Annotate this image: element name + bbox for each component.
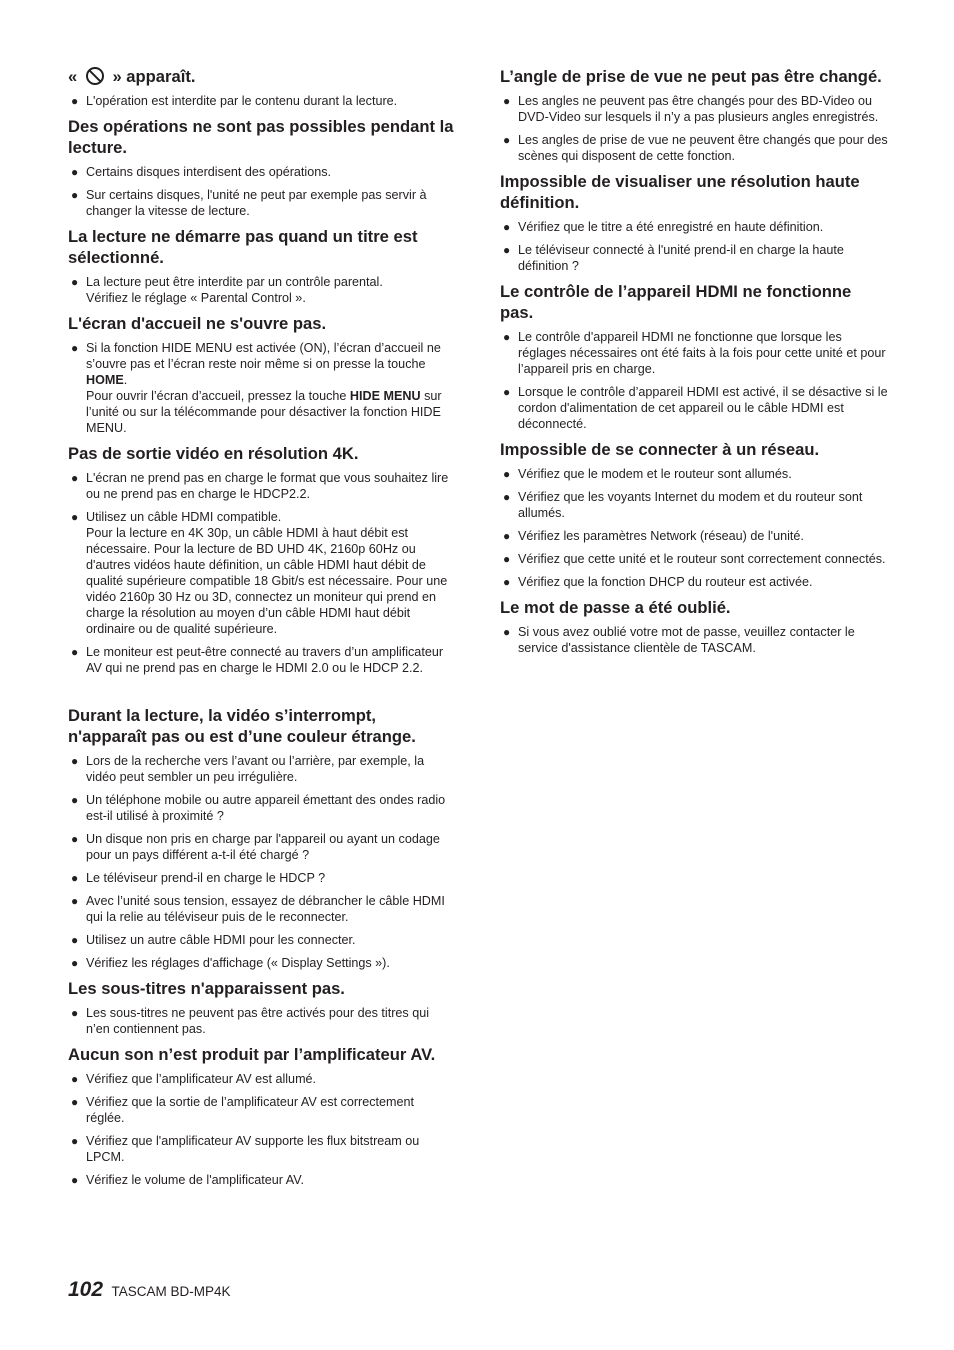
prohibited-icon [86,67,104,85]
section-heading: L'écran d'accueil ne s'ouvre pas. [68,314,327,333]
bullet-item [500,93,888,125]
bullet-list [68,1005,456,1037]
section-heading: Des opérations ne sont pas possibles pendant la lecture. [68,117,454,157]
bullet-text: ● Vérifiez que l'amplificateur AV supporte les flux bitstream ou LPCM. [86,1134,420,1164]
bullet-text: ● Vérifiez que cette unité et le routeur sont correctement connectés. [518,552,886,566]
bullet-item [500,528,888,544]
right-column [500,66,888,663]
bullet-text: ● Un téléphone mobile ou autre appareil émettant des ondes radio est-il utilisé à proximité ? [86,793,446,823]
bullet-text: ● Vérifiez que la sortie de l’amplificateur AV est correctement réglée. [86,1095,415,1125]
bullet-text: ● Lorsque le contrôle d’appareil HDMI est activé, il se désactive si le cordon d'alimentation de cet appareil ou le câble HDMI est déconnecté. [518,385,888,431]
bullet-item [68,1094,456,1126]
bullet-text: ● Vérifiez que la fonction DHCP du routeur est activée. [518,575,813,589]
bullet-text: ● Les angles de prise de vue ne peuvent être changés que pour des scènes qui disposent de cette fonction. [518,133,888,163]
section-heading: Impossible de se connecter à un réseau. [500,440,820,459]
bullet-text: ● Le téléviseur prend-il en charge le HDCP ? [86,871,326,885]
bullet-text: ● Vérifiez que le titre a été enregistré en haute définition. [518,220,824,234]
section-heading: L’angle de prise de vue ne peut pas être changé. [500,67,882,86]
bullet-text: ● Utilisez un câble HDMI compatible. [86,510,282,524]
bullet-item [68,1071,456,1087]
bullet-text: ● Lors de la recherche vers l’avant ou l’arrière, par exemple, la vidéo peut sembler un peu irrégulière. [86,754,425,784]
bullet-text: ● Vérifiez que l’amplificateur AV est allumé. [86,1072,317,1086]
bullet-item [500,242,888,274]
section-left-1 [68,66,456,109]
bullet-text: ● Vérifiez les réglages d'affichage (« Display Settings »). [86,956,390,970]
section-heading: Durant la lecture, la vidéo s’interrompt, n'apparaît pas ou est d’une couleur étrange. [68,706,416,746]
bullet-item [500,574,888,590]
bullet-text: ● L'opération est interdite par le contenu durant la lecture. [86,94,398,108]
bullet-item [68,831,456,863]
bullet-item [68,753,456,785]
section-left-4 [68,313,456,436]
bullet-item [500,551,888,567]
bullet-item [500,132,888,164]
bullet-list [68,93,456,109]
bullet-item [500,219,888,235]
bullet-list [68,164,456,219]
section-heading: Impossible de visualiser une résolution haute définition. [500,172,860,212]
bullet-list [68,274,456,306]
section-left-7 [68,978,456,1037]
bullet-text: ● Sur certains disques, l'unité ne peut par exemple pas servir à changer la vitesse de lecture. [86,188,427,218]
bullet-text: Pour ouvrir l’écran d’accueil, pressez la touche HIDE MENU sur l’unité ou sur la télécommande pour désactiver la fonction HIDE MENU. [86,389,442,435]
section-heading: Le contrôle de l’appareil HDMI ne fonctionne pas. [500,282,852,322]
bullet-text: ● Si la fonction HIDE MENU est activée (ON), l’écran d’accueil ne s’ouvre pas et l’écran reste noir même si on presse la touche HOME. [86,341,441,387]
page-footer [68,1278,231,1302]
bullet-item [68,187,456,219]
section-heading [68,66,456,87]
bullet-list [68,1071,456,1188]
bullet-text: Vérifiez le réglage « Parental Control ». [86,291,306,305]
section-right-1 [500,66,888,164]
heading-text-pre: « [68,67,82,86]
bullet-text: ● Avec l’unité sous tension, essayez de débrancher le câble HDMI qui la relie au téléviseur puis de le reconnecter. [86,894,445,924]
section-left-2 [68,116,456,219]
bullet-list [68,470,456,676]
bullet-list [500,93,888,164]
bullet-list [500,624,888,656]
section-left-5 [68,443,456,676]
bullet-text: ● Un disque non pris en charge par l'appareil ou ayant un codage pour un pays différent a-t-il été chargé ? [86,832,440,862]
bullet-item [68,893,456,925]
section-heading: Pas de sortie vidéo en résolution 4K. [68,444,359,463]
bullet-item [68,1005,456,1037]
bullet-item [68,870,456,886]
section-heading: Aucun son n’est produit par l’amplificateur AV. [68,1045,436,1064]
bullet-item [68,340,456,436]
bullet-list [500,219,888,274]
section-left-6 [68,705,456,971]
bullet-item [68,274,456,306]
bullet-item [500,489,888,521]
bullet-text: ● Les sous-titres ne peuvent pas être activés pour des titres qui n’en contiennent pas. [86,1006,430,1036]
bullet-text: ● La lecture peut être interdite par un contrôle parental. [86,275,383,289]
bullet-item [68,932,456,948]
bullet-item [68,955,456,971]
section-heading: La lecture ne démarre pas quand un titre est sélectionné. [68,227,418,267]
section-left-8 [68,1044,456,1188]
bullet-text: ● Utilisez un autre câble HDMI pour les connecter. [86,933,356,947]
bullet-item [68,470,456,502]
product-name: TASCAM BD-MP4K [111,1284,231,1299]
bullet-text: Pour la lecture en 4K 30p, un câble HDMI à haut débit est nécessaire. Pour la lecture de BD UHD 4K, 2160p 60Hz ou d'autres vidéos haute définition, un câble HDMI haut débit de qualité supérieure compatible 18 Gbit/s est nécessaire. Pour une vidéo 2160p 30 Hz ou 3D, connectez un moniteur qui prend en charge la résolution au moyen d’un câble HDMI haut débit ordinaire ou de qualité supérieure. [86,526,448,636]
bullet-item [68,644,456,676]
bullet-item [68,1172,456,1188]
section-right-2 [500,171,888,274]
bullet-text: ● Le téléviseur connecté à l'unité prend-il en charge la haute définition ? [518,243,844,273]
section-right-4 [500,439,888,590]
bullet-text: ● Les angles ne peuvent pas être changés pour des BD-Video ou DVD-Video sur lesquels il n’y a pas plusieurs angles enregistrés. [518,94,879,124]
bullet-list [68,753,456,971]
section-left-3 [68,226,456,306]
bullet-list [500,466,888,590]
bullet-text: ● Le contrôle d'appareil HDMI ne fonctionne que lorsque les réglages nécessaires ont été faits à la fois pour cette unité et pour l’appareil pris en charge. [518,330,886,376]
bullet-text: ● Si vous avez oublié votre mot de passe, veuillez contacter le service d'assistance clientèle de TASCAM. [518,625,855,655]
bullet-item [500,329,888,377]
bullet-text: ● Vérifiez les paramètres Network (réseau) de l'unité. [518,529,804,543]
bullet-list [500,329,888,432]
section-right-3 [500,281,888,432]
bullet-item [500,624,888,656]
section-right-5 [500,597,888,656]
bullet-item [68,1133,456,1165]
bullet-text: ● Certains disques interdisent des opérations. [86,165,332,179]
section-heading: Le mot de passe a été oublié. [500,598,731,617]
bullet-item [500,466,888,482]
bullet-item [68,164,456,180]
bullet-item [68,93,456,109]
heading-text-post: » apparaît. [107,67,196,86]
page-number: 102 [68,1278,104,1301]
bullet-text: ● Le moniteur est peut-être connecté au travers d’un amplificateur AV qui ne prend pas en charge le HDMI 2.0 ou le HDCP 2.2. [86,645,444,675]
bullet-text: ● Vérifiez que les voyants Internet du modem et du routeur sont allumés. [518,490,863,520]
bullet-text: ● Vérifiez le volume de l'amplificateur AV. [86,1173,305,1187]
left-column [68,66,456,1195]
bullet-item [68,792,456,824]
bullet-item [500,384,888,432]
section-heading: Les sous-titres n'apparaissent pas. [68,979,345,998]
bullet-list [68,340,456,436]
bullet-item [68,509,456,637]
bullet-text: ● L'écran ne prend pas en charge le format que vous souhaitez lire ou ne prend pas en charge le HDCP2.2. [86,471,449,501]
bullet-text: ● Vérifiez que le modem et le routeur sont allumés. [518,467,792,481]
